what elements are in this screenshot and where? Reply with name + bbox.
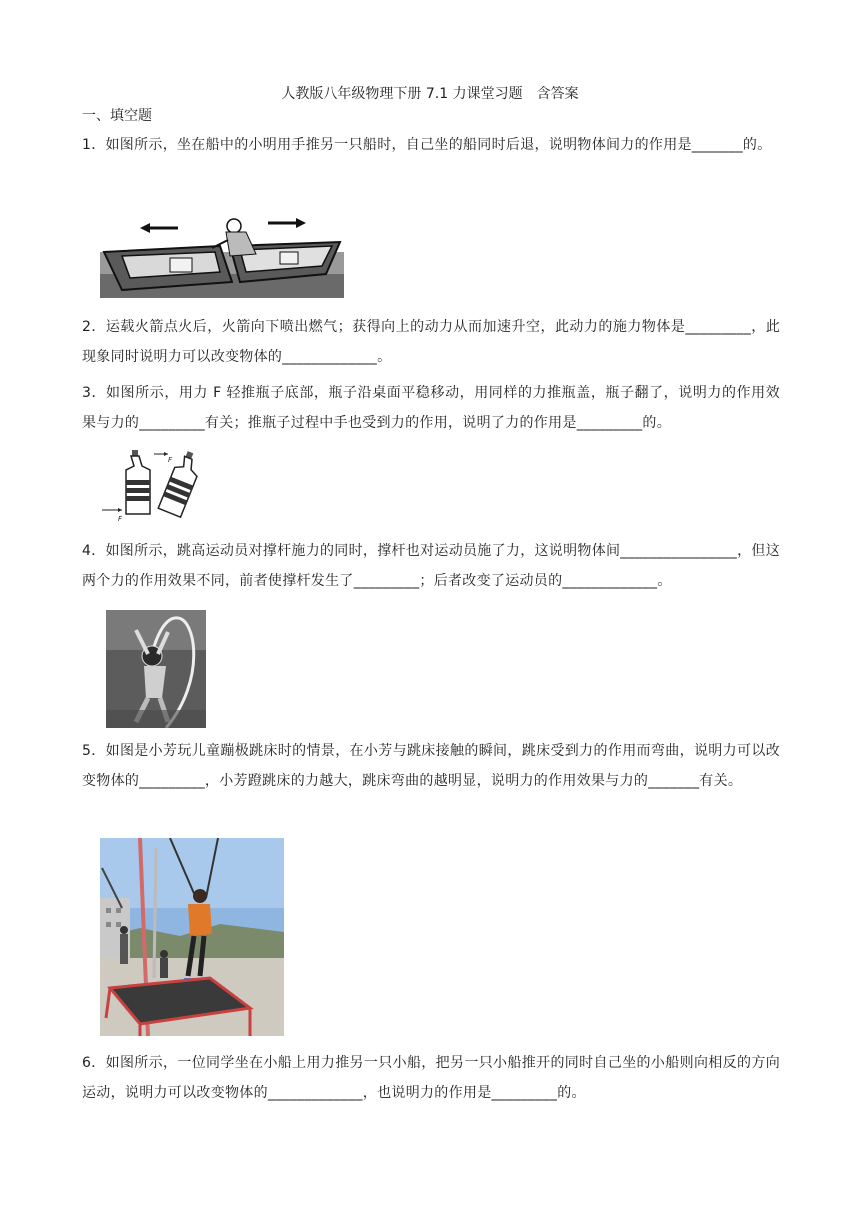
question-5: [82, 736, 780, 796]
question-3: [82, 378, 780, 438]
question-2: [82, 312, 780, 372]
question-1: [82, 130, 780, 160]
question-1-text: 1．如图所示，坐在船中的小明用手推另一只船时，自己坐的船同时后退，说明物体间力的作用是_______的。: [82, 137, 772, 153]
trampoline-photo: [100, 838, 284, 1036]
page-title: 人教版八年级物理下册 7.1 力课堂习题 含答案: [281, 86, 579, 102]
tilted-bottle-icon: [158, 449, 202, 517]
pole-vault-figure: [106, 610, 206, 728]
question-6: [82, 1048, 780, 1108]
upright-bottle-icon: [126, 450, 150, 514]
question-5-text: 5．如图是小芳玩儿童蹦极跳床时的情景，在小芳与跳床接触的瞬间，跳床受到力的作用而弯曲，说明力可以改变物体的_________，小芳蹬跳床的力越大，跳床弯曲的越明显，说明力的作用效果与力的_______有关。: [82, 743, 780, 789]
bottles-figure: [98, 446, 202, 524]
section-heading: 一、填空题: [82, 108, 152, 124]
question-3-text: 3．如图所示，用力 F 轻推瓶子底部，瓶子沿桌面平稳移动，用同样的力推瓶盖，瓶子翻了，说明力的作用效果与力的_________有关；推瓶子过程中手也受到力的作用，说明了力的作用是_________的。: [82, 385, 780, 431]
force-label-top: F: [168, 456, 173, 464]
question-4-text: 4．如图所示，跳高运动员对撑杆施力的同时，撑杆也对运动员施了力，这说明物体间________________，但这两个力的作用效果不同，前者使撑杆发生了_________；后者改变了运动员的_____________。: [82, 543, 781, 589]
force-label: F: [118, 515, 123, 523]
question-2-text: 2．运载火箭点火后，火箭向下喷出燃气；获得向上的动力从而加速升空，此动力的施力物体是_________，此现象同时说明力可以改变物体的_____________。: [82, 319, 780, 365]
boat-figure: [100, 212, 344, 298]
question-6-text: 6．如图所示，一位同学坐在小船上用力推另一只小船，把另一只小船推开的同时自己坐的小船则向相反的方向运动，说明力可以改变物体的_____________，也说明力的作用是_________的。: [82, 1055, 780, 1101]
question-4: [82, 536, 780, 596]
